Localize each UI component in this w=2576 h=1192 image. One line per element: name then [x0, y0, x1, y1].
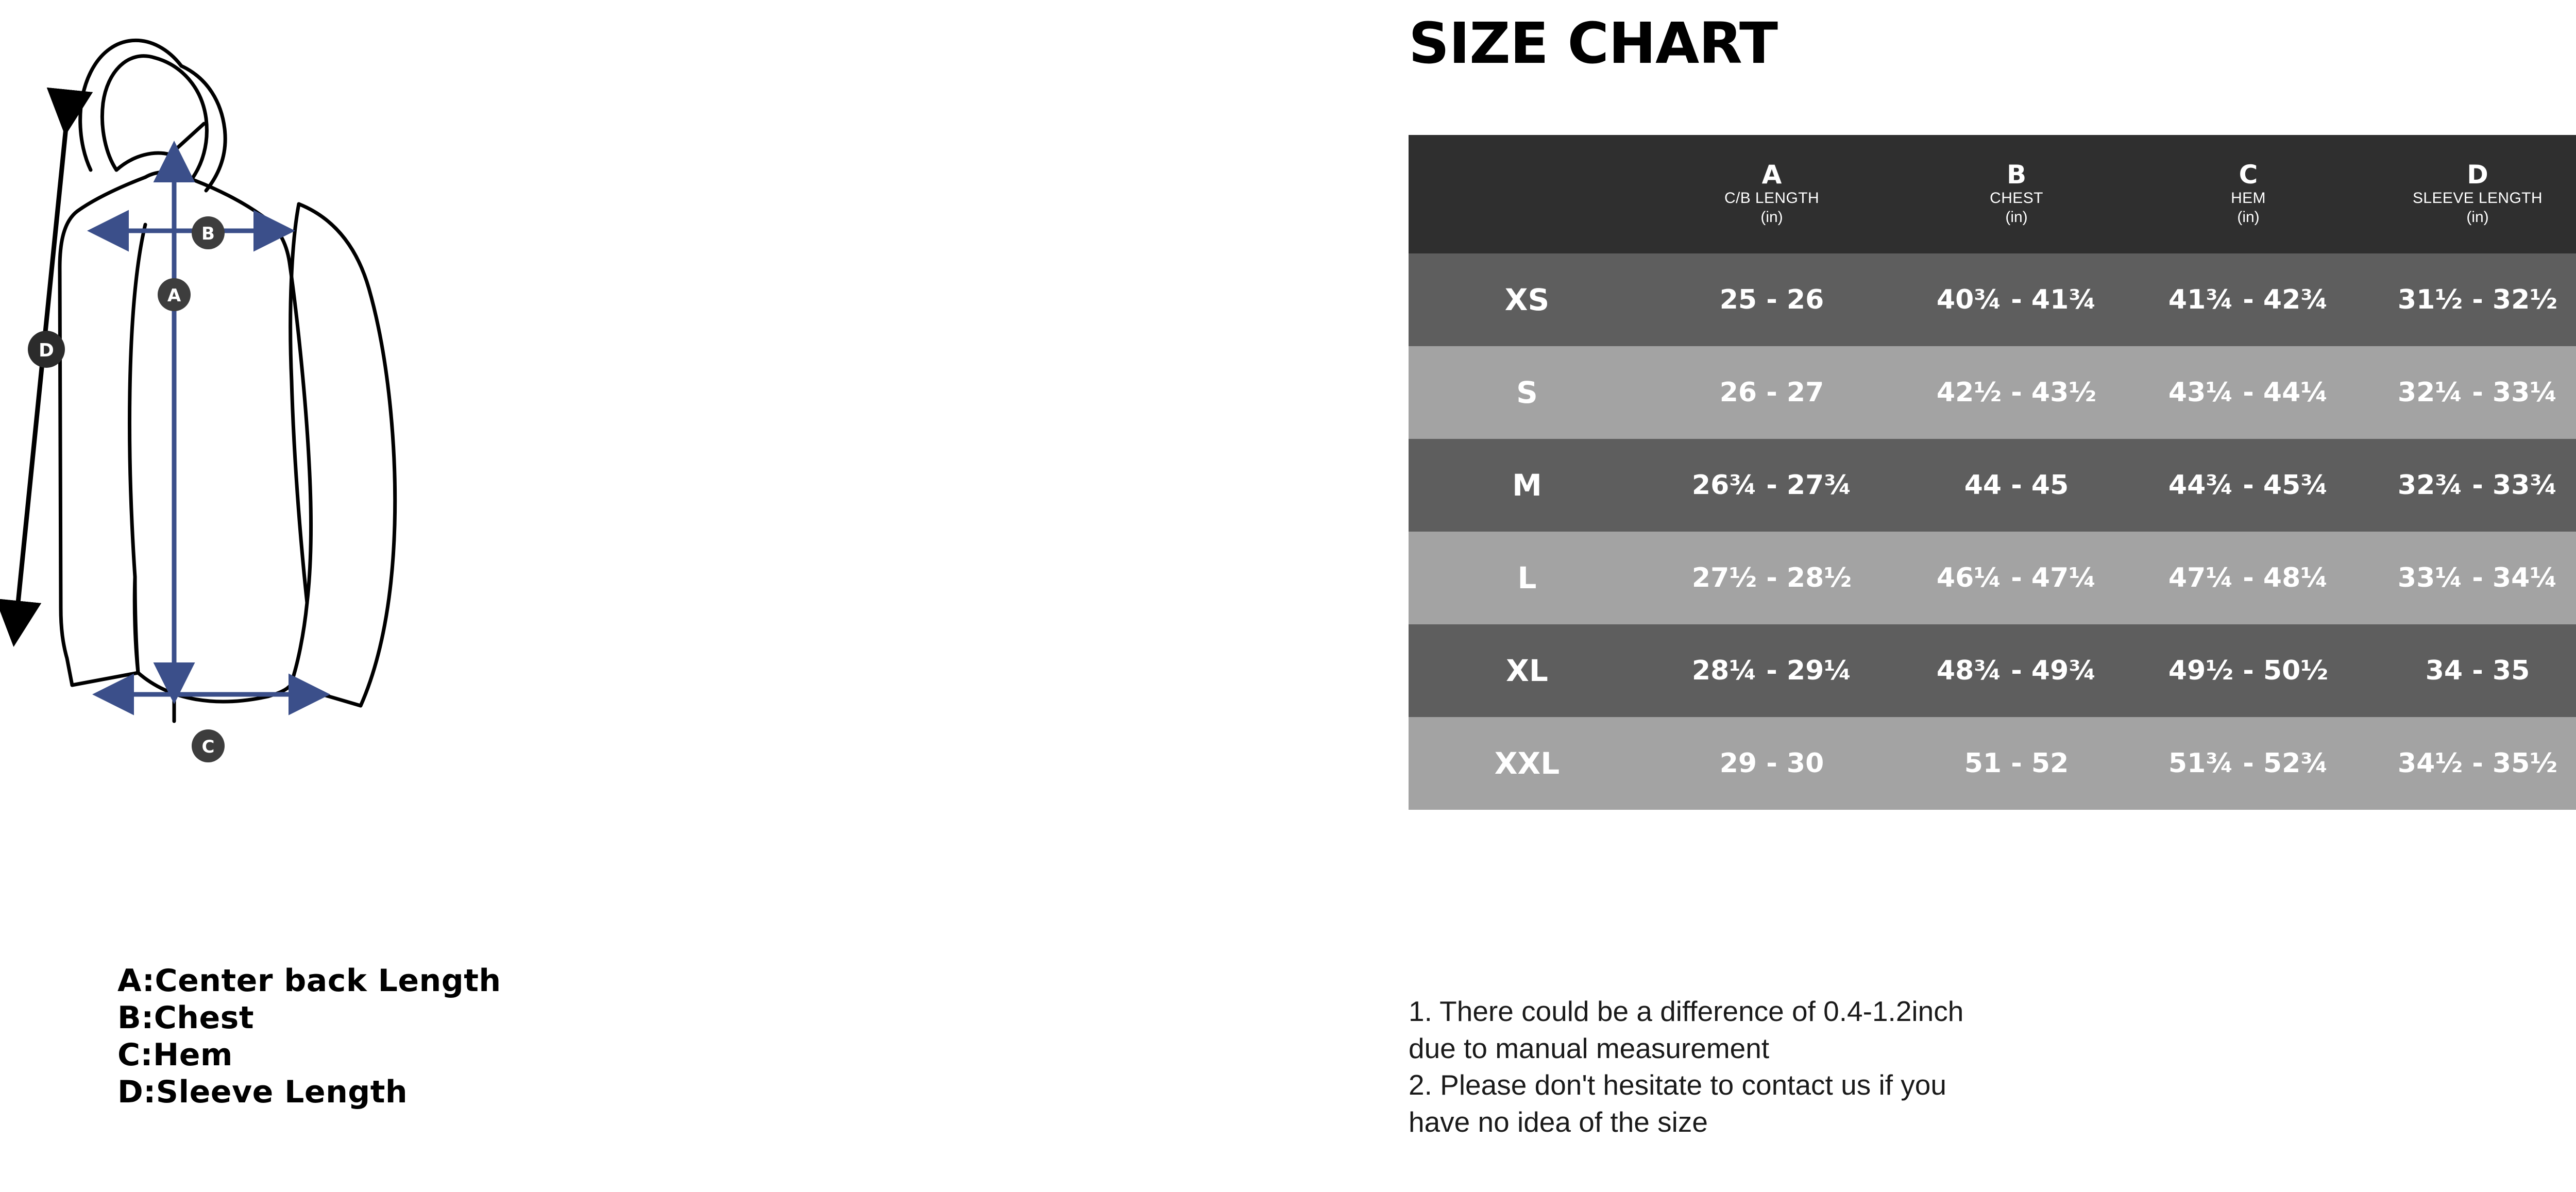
- row-xs-a: 25 - 26: [1646, 253, 1898, 346]
- header-col-d: [2362, 135, 2576, 253]
- chart-notes: [1409, 993, 2576, 1140]
- header-col-a: [1646, 135, 1898, 253]
- note-line-3: 2. Please don't hesitate to contact us if you: [1409, 1069, 1946, 1101]
- header-col-b: [1898, 135, 2135, 253]
- svg-text:A: A: [167, 285, 181, 306]
- row-xs-c: 41¾ - 42¾: [2135, 253, 2362, 346]
- table-header: [1409, 135, 2576, 253]
- row-l-size: L: [1409, 532, 1646, 624]
- header-size-blank: [1409, 135, 1646, 253]
- table-row: [1409, 253, 2576, 346]
- header-col-c: [2135, 135, 2362, 253]
- table-row: [1409, 532, 2576, 624]
- row-xxl-c: 51¾ - 52¾: [2135, 717, 2362, 810]
- row-s-size: S: [1409, 346, 1646, 439]
- row-xxl-b: 51 - 52: [1898, 717, 2135, 810]
- legend-line-a: A:Center back Length: [117, 963, 501, 999]
- row-xs-d: 31½ - 32½: [2362, 253, 2576, 346]
- row-xs-size: XS: [1409, 253, 1646, 346]
- svg-text:D: D: [39, 340, 54, 361]
- header-col-b-name: CHEST: [1990, 189, 2043, 207]
- note-line-1: 1. There could be a difference of 0.4-1.2inch: [1409, 995, 1964, 1027]
- row-l-a: 27½ - 28½: [1646, 532, 1898, 624]
- table-row: [1409, 624, 2576, 717]
- row-l-d: 33¼ - 34¼: [2362, 532, 2576, 624]
- header-col-b-letter: B: [2006, 160, 2027, 190]
- table-row: [1409, 717, 2576, 810]
- row-xl-a: 28¼ - 29¼: [1646, 624, 1898, 717]
- note-line-2: due to manual measurement: [1409, 1032, 1770, 1064]
- header-col-b-unit: (in): [2005, 209, 2028, 226]
- table-body: [1409, 253, 2576, 810]
- header-col-c-letter: C: [2239, 160, 2258, 190]
- legend-line-c: C:Hem: [117, 1037, 233, 1073]
- svg-text:B: B: [201, 224, 215, 244]
- size-chart-table: [1409, 135, 2576, 810]
- legend-line-d: D:Sleeve Length: [117, 1074, 408, 1110]
- table-header-row: [1409, 135, 2576, 253]
- legend-line-b: B:Chest: [117, 1000, 255, 1036]
- row-m-a: 26¾ - 27¾: [1646, 439, 1898, 532]
- garment-diagram-panel: [0, 0, 698, 1192]
- row-xl-size: XL: [1409, 624, 1646, 717]
- row-m-d: 32¾ - 33¾: [2362, 439, 2576, 532]
- svg-text:C: C: [201, 737, 215, 757]
- header-col-d-unit: (in): [2466, 209, 2489, 226]
- row-s-d: 32¼ - 33¼: [2362, 346, 2576, 439]
- page-title: SIZE CHART: [1409, 10, 1778, 76]
- row-s-c: 43¼ - 44¼: [2135, 346, 2362, 439]
- header-col-d-letter: D: [2467, 160, 2488, 190]
- jacket-illustration: [0, 0, 698, 953]
- table-row: [1409, 346, 2576, 439]
- header-col-c-name: HEM: [2231, 189, 2266, 207]
- note-line-4: have no idea of the size: [1409, 1105, 1708, 1138]
- row-l-b: 46¼ - 47¼: [1898, 532, 2135, 624]
- row-m-size: M: [1409, 439, 1646, 532]
- row-m-c: 44¾ - 45¾: [2135, 439, 2362, 532]
- header-col-c-unit: (in): [2237, 209, 2260, 226]
- header-col-a-unit: (in): [1760, 209, 1783, 226]
- row-s-a: 26 - 27: [1646, 346, 1898, 439]
- row-xxl-a: 29 - 30: [1646, 717, 1898, 810]
- row-xl-d: 34 - 35: [2362, 624, 2576, 717]
- row-l-c: 47¼ - 48¼: [2135, 532, 2362, 624]
- row-xl-b: 48¾ - 49¾: [1898, 624, 2135, 717]
- row-xs-b: 40¾ - 41¾: [1898, 253, 2135, 346]
- header-col-d-name: SLEEVE LENGTH: [2413, 189, 2543, 207]
- header-col-a-name: C/B LENGTH: [1724, 189, 1820, 207]
- row-m-b: 44 - 45: [1898, 439, 2135, 532]
- row-s-b: 42½ - 43½: [1898, 346, 2135, 439]
- table-row: [1409, 439, 2576, 532]
- header-col-a-letter: A: [1761, 160, 1782, 190]
- size-chart-panel: [698, 0, 2558, 1192]
- row-xxl-d: 34½ - 35½: [2362, 717, 2576, 810]
- row-xl-c: 49½ - 50½: [2135, 624, 2362, 717]
- row-xxl-size: XXL: [1409, 717, 1646, 810]
- measurement-legend: [117, 962, 501, 1111]
- size-chart-table-wrapper: [1409, 135, 2576, 810]
